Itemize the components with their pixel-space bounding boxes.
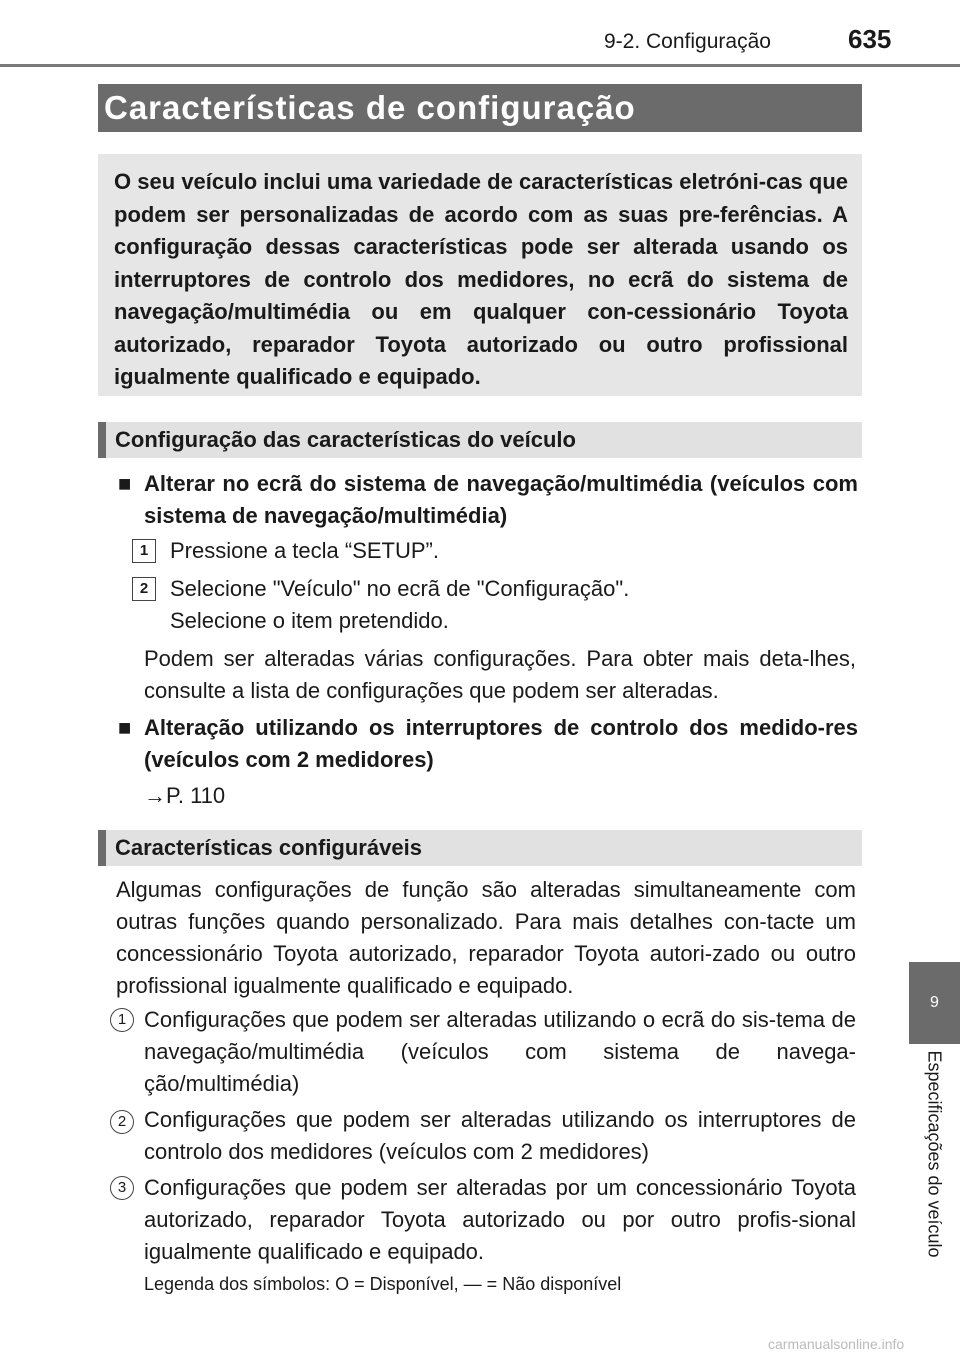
nav-note: Podem ser alteradas várias configurações. Para obter mais deta-lhes, consulte a lista de configurações que podem ser alteradas. — [144, 646, 856, 703]
side-chapter-title: Especificações do veículo — [924, 1050, 945, 1258]
step-number-2: 2 — [132, 577, 156, 601]
item-text-3: Configurações que podem ser alteradas por um concessionário Toyota autorizado, reparador Toyota autorizado ou por outro profis-sional igualmente qualificado e equipado. — [144, 1175, 856, 1264]
item-number-2: 2 — [110, 1110, 134, 1134]
step-text-1: Pressione a tecla “SETUP”. — [170, 538, 439, 563]
page-number: 635 — [848, 24, 892, 54]
step-text-2: Selecione "Veículo" no ecrã de "Configuração". — [170, 576, 630, 601]
bullet-heading-meters — [118, 712, 858, 776]
step-number-1: 1 — [132, 539, 156, 563]
page-reference: →P. 110 — [144, 783, 226, 808]
square-bullet-icon: ■ — [118, 471, 132, 496]
item-text-1: Configurações que podem ser alteradas utilizando o ecrã do sis-tema de navegação/multimédia (veículos com sistema de navega-ção/multimédia) — [144, 1007, 856, 1096]
section-heading-vehicle-config: Configuração das características do veículo — [98, 422, 862, 458]
intro-box: O seu veículo inclui uma variedade de características eletróni-cas que podem ser personalizadas de acordo com as suas pre-ferências. A configuração dessas características pode ser alterada usando os interruptores de controlo dos medidores, no ecrã do sistema de navegação/multimédia ou em qualquer con-cessionário Toyota autorizado, reparador Toyota autorizado ou outro profissional igualmente qualificado e equipado. — [98, 154, 862, 396]
bullet-heading-text: Alterar no ecrã do sistema de navegação/multimédia (veículos com sistema de navegação/multimédia) — [144, 471, 858, 528]
symbol-legend: Legenda dos símbolos: O = Disponível, — = Não disponível — [144, 1274, 622, 1294]
item-text-2: Configurações que podem ser alteradas utilizando os interruptores de controlo dos medidores (veículos com 2 medidores) — [144, 1107, 856, 1164]
configurable-intro: Algumas configurações de função são alteradas simultaneamente com outras funções quando personalizado. Para mais detalhes con-tacte um concessionário Toyota autorizado, reparador Toyota autori-zado ou outro profissional igualmente qualificado e equipado. — [116, 877, 856, 998]
header-rule — [0, 64, 960, 67]
item-number-3: 3 — [110, 1176, 134, 1200]
square-bullet-icon: ■ — [118, 715, 132, 740]
bullet-heading-text: Alteração utilizando os interruptores de controlo dos medido-res (veículos com 2 medidores) — [144, 715, 858, 772]
page-title: Características de configuração — [98, 84, 862, 132]
header-chapter: 9-2. Configuração — [604, 30, 771, 53]
step-text-2-cont: Selecione o item pretendido. — [170, 608, 449, 633]
bullet-heading-nav — [118, 468, 858, 532]
watermark: carmanualsonline.info — [768, 1336, 905, 1352]
section-heading-configurable: Características configuráveis — [98, 830, 862, 866]
item-number-1: 1 — [110, 1008, 134, 1032]
side-chapter-tab: 9 — [909, 962, 960, 1044]
